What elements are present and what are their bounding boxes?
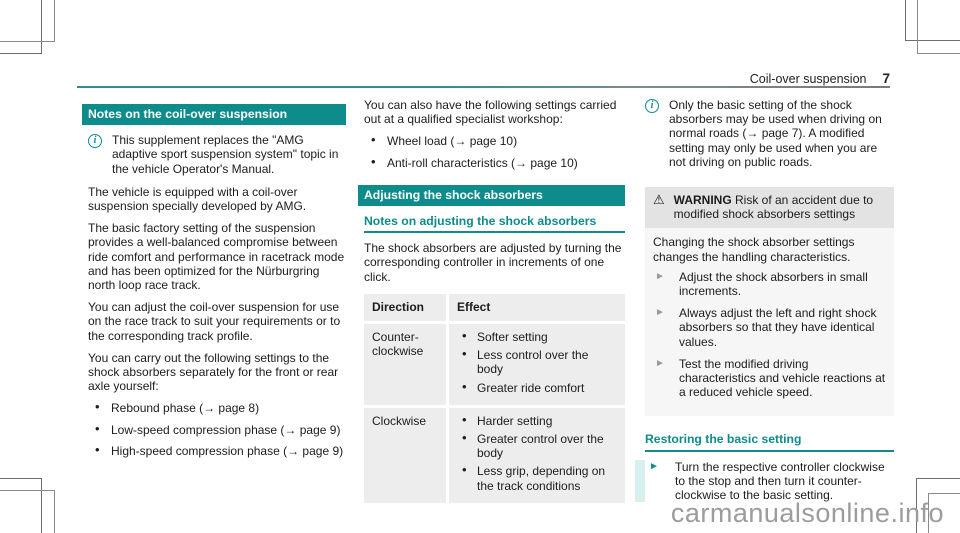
warning-title-text: Risk of an accident due to modified shock absorbers settings xyxy=(673,193,874,222)
table-row xyxy=(364,324,625,405)
info-note xyxy=(88,133,346,176)
info-icon: i xyxy=(645,99,659,113)
arrow-bullet-icon: ► xyxy=(655,270,665,282)
restore-steps xyxy=(645,460,894,503)
list-item: • Harder setting xyxy=(457,414,617,428)
crop-mark-bottom-left xyxy=(0,490,55,533)
warning-steps xyxy=(653,270,886,400)
info-icon: i xyxy=(88,134,102,148)
step-text: Turn the respective controller clockwise to the stop and then turn it counter-clockwise to the basic setting. xyxy=(675,459,885,503)
crop-mark-top-left xyxy=(0,0,55,42)
warning-box xyxy=(645,187,894,416)
step-item xyxy=(653,357,886,400)
effect-list xyxy=(457,330,617,395)
header-section-title: Coil-over suspension xyxy=(749,72,867,86)
restore-step-block xyxy=(635,460,894,503)
warning-body xyxy=(645,228,894,416)
table-header-effect: Effect xyxy=(449,294,625,321)
header-rule xyxy=(77,86,890,88)
step-item xyxy=(645,460,894,503)
column-right xyxy=(645,98,894,502)
sub-heading-notes-adjusting: Notes on adjusting the shock absorbers xyxy=(364,214,625,233)
warning-title xyxy=(674,193,886,221)
table-cell-direction: Clockwise xyxy=(364,408,446,503)
list-item: • Low-speed compression phase (→ page 9) xyxy=(88,423,346,437)
step-text: Test the modified driving characteristics and vehicle reactions at a reduced vehicle speed. xyxy=(679,356,886,400)
arrow-bullet-icon: ► xyxy=(655,357,665,369)
table-header-row xyxy=(364,294,625,321)
running-header xyxy=(750,71,890,86)
watermark: carmanualsonline.info xyxy=(670,498,944,528)
header-page-number: 7 xyxy=(882,71,890,86)
list-item: • Wheel load (→ page 10) xyxy=(364,134,625,148)
paragraph: You can carry out the following settings to the shock absorbers separately for the front or rear axle yourself: xyxy=(88,350,339,394)
arrow-bullet-icon: ► xyxy=(649,460,659,472)
direction-effect-table xyxy=(364,294,625,503)
list-item: • Less control over the body xyxy=(457,348,617,376)
list-item: • Greater ride comfort xyxy=(457,381,617,395)
table-row xyxy=(364,408,625,503)
step-text: Adjust the shock absorbers in small increments. xyxy=(679,269,868,299)
table-header-direction: Direction xyxy=(364,294,446,321)
paragraph: You can also have the following settings carried out at a qualified specialist workshop: xyxy=(364,98,617,127)
table-cell-effect xyxy=(449,408,625,503)
step-item xyxy=(653,270,886,298)
info-note xyxy=(645,98,894,169)
info-note-text: Only the basic setting of the shock absorbers may be used when driving on normal roads (→ page 7). A modified setting may only be used when you are not driving on public roads. xyxy=(669,98,882,169)
step-item xyxy=(653,306,886,349)
column-left xyxy=(88,104,346,468)
effect-list xyxy=(457,414,617,493)
list-item: • Rebound phase (→ page 8) xyxy=(88,401,346,415)
sub-heading-restoring: Restoring the basic setting xyxy=(645,432,894,451)
list-item: • Greater control over the body xyxy=(457,432,617,460)
paragraph: You can adjust the coil-over suspension for use on the race track to suit your requirements or to the corresponding track profile. xyxy=(88,300,341,343)
list-item: • Less grip, depending on the track conditions xyxy=(457,464,617,492)
warning-triangle-icon: ⚠ xyxy=(653,192,665,208)
paragraph: The vehicle is equipped with a coil-over suspension specially developed by AMG. xyxy=(88,184,307,214)
info-note-text: This supplement replaces the "AMG adaptive sport suspension system" topic in the vehicle Operator's Manual. xyxy=(112,133,339,176)
list-item: • Softer setting xyxy=(457,330,617,344)
settings-bullet-list xyxy=(88,401,346,458)
warning-body-text: Changing the shock absorber settings changes the handling characteristics. xyxy=(653,235,855,264)
paragraph: The shock absorbers are adjusted by turning the corresponding controller in increments of one click. xyxy=(364,241,622,284)
warning-header xyxy=(645,187,894,228)
list-item: • Anti-roll characteristics (→ page 10) xyxy=(364,156,625,170)
paragraph: The basic factory setting of the suspension provides a well-balanced compromise between ride comfort and performance in racetrack mode and has been optimized for the Nürburgring north loop race track. xyxy=(88,221,345,293)
step-text: Always adjust the left and right shock absorbers so that they have identical values. xyxy=(679,306,877,349)
section-heading-adjusting: Adjusting the shock absorbers xyxy=(358,185,625,206)
arrow-bullet-icon: ► xyxy=(655,307,665,319)
list-item: • High-speed compression phase (→ page 9) xyxy=(88,444,346,458)
column-middle xyxy=(364,98,625,503)
workshop-bullet-list xyxy=(364,134,625,169)
warning-label: WARNING xyxy=(673,193,732,208)
crop-mark-top-right xyxy=(917,0,960,54)
table-cell-effect xyxy=(449,324,625,405)
table-cell-direction: Counter-clockwise xyxy=(364,324,446,405)
section-heading-coil-over: Notes on the coil-over suspension xyxy=(82,104,346,125)
